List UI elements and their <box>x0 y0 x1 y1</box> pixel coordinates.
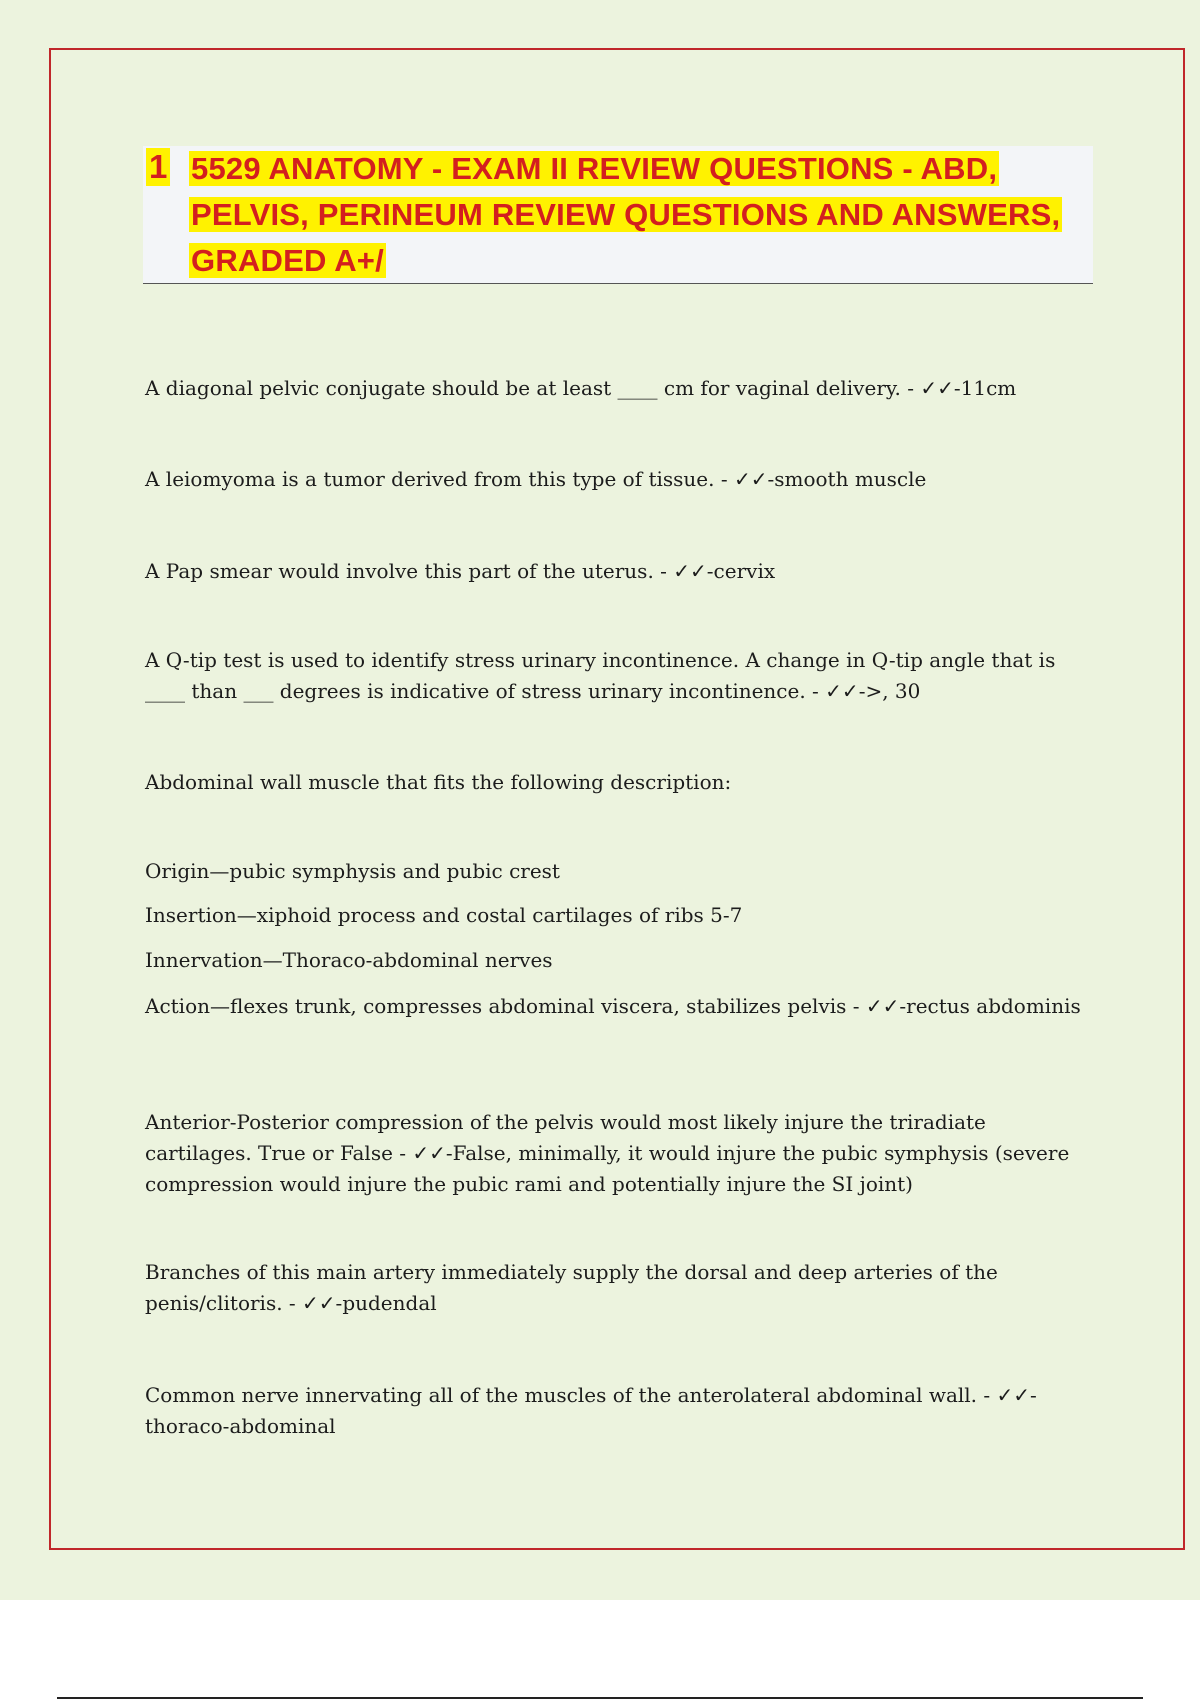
footer-rule <box>57 1697 1143 1699</box>
qa-entry-origin: Origin—pubic symphysis and pubic crest <box>145 859 560 883</box>
heading-number: 1 <box>146 148 170 186</box>
qa-entry-diagonal-conjugate: A diagonal pelvic conjugate should be at least ____ cm for vaginal delivery. - ✓✓-11cm <box>145 376 1017 400</box>
qa-entry-action: Action—flexes trunk, compresses abdominal viscera, stabilizes pelvis - ✓✓-rectus abdominis <box>145 994 1081 1018</box>
qa-entry-pudendal: Branches of this main artery immediately supply the dorsal and deep arteries of the penis/clitoris. - ✓✓-pudendal <box>145 1260 998 1315</box>
qa-entry-thoraco-abdominal: Common nerve innervating all of the muscles of the anterolateral abdominal wall. - ✓✓-thoraco-abdominal <box>145 1383 1037 1438</box>
qa-entry-leiomyoma: A leiomyoma is a tumor derived from this type of tissue. - ✓✓-smooth muscle <box>145 467 927 491</box>
qa-entry-q-tip-test: A Q-tip test is used to identify stress urinary incontinence. A change in Q-tip angle that is ____ than ___ degrees is indicative of stress urinary incontinence. - ✓✓->, 30 <box>145 648 1056 703</box>
qa-entry-muscle-description: Abdominal wall muscle that fits the following description: <box>145 770 732 794</box>
document-title <box>189 146 1069 284</box>
qa-entry-insertion: Insertion—xiphoid process and costal cartilages of ribs 5-7 <box>145 903 743 927</box>
qa-entry-innervation: Innervation—Thoraco-abdominal nerves <box>145 948 553 972</box>
document-title-text: 5529 ANATOMY - EXAM II REVIEW QUESTIONS - ABD, PELVIS, PERINEUM REVIEW QUESTIONS AND ANSWERS, GRADED A+/ <box>191 151 1061 278</box>
qa-entry-pap-smear: A Pap smear would involve this part of the uterus. - ✓✓-cervix <box>145 559 776 583</box>
qa-entry-ap-compression: Anterior-Posterior compression of the pelvis would most likely injure the triradiate cartilages. True or False - ✓✓-False, minimally, it would injure the pubic symphysis (severe compression would injure the pubic rami and potentially injure the SI joint) <box>145 1110 1070 1196</box>
